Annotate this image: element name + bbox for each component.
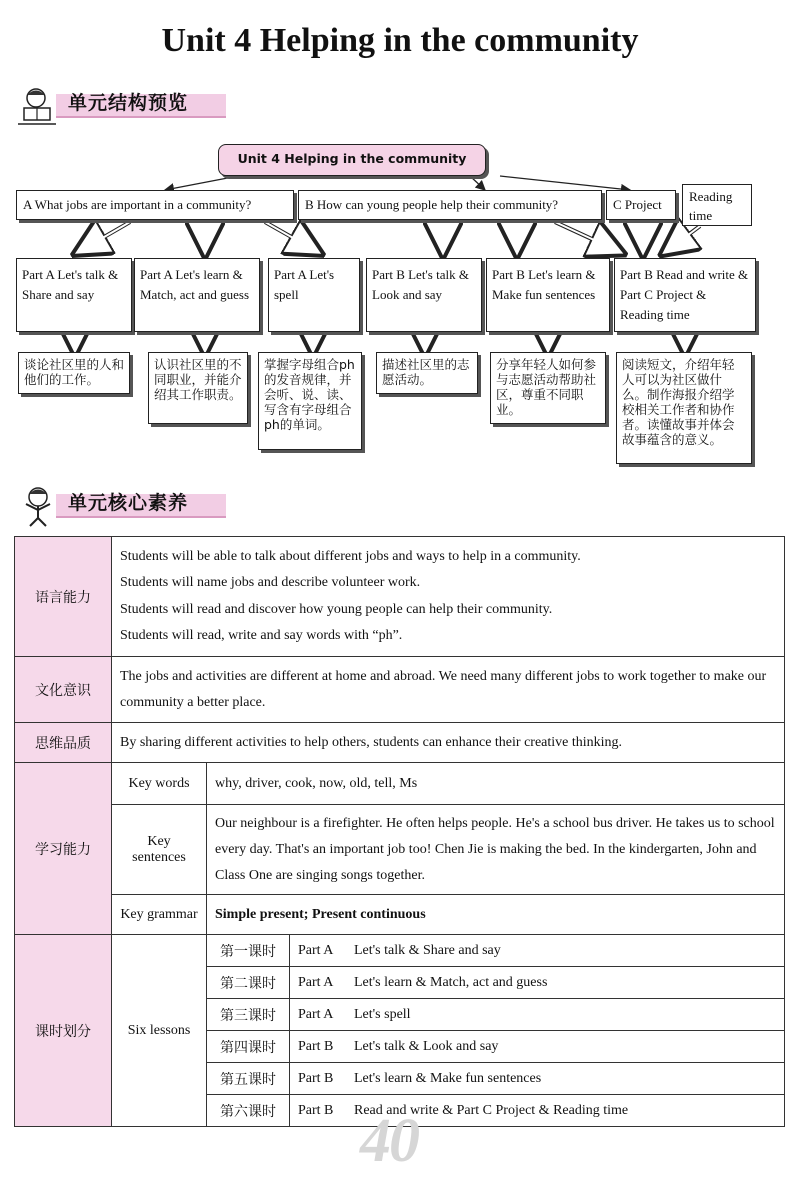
goal-box: 掌握字母组合ph的发音规律，并会听、说、读、写含有字母组合ph的单词。 xyxy=(258,352,362,450)
page-title: Unit 4 Helping in the community xyxy=(161,22,639,59)
category-thinking: 思维品质 xyxy=(15,723,112,763)
table-row xyxy=(15,935,785,967)
part-box: Part A Let's talk & Share and say xyxy=(16,258,132,332)
part-box: Part A Let's spell xyxy=(268,258,360,332)
lesson-name: 第一课时 xyxy=(207,935,290,967)
goal-box: 描述社区里的志愿活动。 xyxy=(376,352,478,394)
student-cheering-icon xyxy=(16,484,60,528)
section-heading-core xyxy=(16,484,216,528)
key-grammar-label: Key grammar xyxy=(112,895,207,935)
table-row xyxy=(15,657,785,723)
section-heading-label: 单元结构预览 xyxy=(68,92,189,114)
category-culture: 文化意识 xyxy=(15,657,112,723)
lesson-name: 第三课时 xyxy=(207,999,290,1031)
lesson-name: 第五课时 xyxy=(207,1063,290,1095)
language-description: Students will be able to talk about different jobs and ways to help in a community. Students will name jobs and describe volunteer work. Students will read and discover how young people can help their community. Students will read, write and say words with “ph”. xyxy=(112,537,785,657)
part-box: Part B Let's talk & Look and say xyxy=(366,258,482,332)
category-learning: 学习能力 xyxy=(15,763,112,935)
lesson-name: 第六课时 xyxy=(207,1095,290,1127)
lesson-name: 第四课时 xyxy=(207,1031,290,1063)
table-row xyxy=(15,805,785,895)
key-sentences: Our neighbour is a firefighter. He often helps people. He's a school bus driver. He takes us to school every day. That's an important job too! Chen Jie is making the bed. In the kindergarten, John and Class One are singing songs together. xyxy=(207,805,785,895)
lesson-content: Part A Let's learn & Match, act and guess xyxy=(290,967,785,999)
goal-box: 认识社区里的不同职业，并能介绍其工作职责。 xyxy=(148,352,248,424)
reading-time-box: Reading time xyxy=(682,184,752,226)
page-number: 40 xyxy=(360,1107,418,1175)
branch-b-box: B How can young people help their community? xyxy=(298,190,602,220)
culture-description: The jobs and activities are different at home and abroad. We need many different jobs to work together to make our community a better place. xyxy=(112,657,785,723)
key-sentences-label: Key sentences xyxy=(112,805,207,895)
lesson-content: Part A Let's talk & Share and say xyxy=(290,935,785,967)
lesson-content: Part B Read and write & Part C Project & Reading time xyxy=(290,1095,785,1127)
branch-a-box: A What jobs are important in a community? xyxy=(16,190,294,220)
key-grammar: Simple present; Present continuous xyxy=(207,895,785,935)
core-competencies-table xyxy=(14,536,785,1127)
table-row xyxy=(15,537,785,657)
lesson-content: Part A Let's spell xyxy=(290,999,785,1031)
table-row xyxy=(15,895,785,935)
part-box: Part B Read and write & Part C Project & Reading time xyxy=(614,258,756,332)
branch-c-box: C Project xyxy=(606,190,676,220)
lesson-content: Part B Let's learn & Make fun sentences xyxy=(290,1063,785,1095)
six-lessons: Six lessons xyxy=(112,935,207,1127)
thinking-description: By sharing different activities to help others, students can enhance their creative thinking. xyxy=(112,723,785,763)
table-row xyxy=(15,763,785,805)
goal-box: 分享年轻人如何参与志愿活动帮助社区，尊重不同职业。 xyxy=(490,352,606,424)
goal-box: 阅读短文，介绍年轻人可以为社区做什么。制作海报介绍学校相关工作者和协作者。读懂故事并体会故事蕴含的意义。 xyxy=(616,352,752,464)
unit-box: Unit 4 Helping in the community xyxy=(218,144,486,176)
part-box: Part B Let's learn & Make fun sentences xyxy=(486,258,610,332)
section-heading-label: 单元核心素养 xyxy=(68,492,189,514)
part-box: Part A Let's learn & Match, act and guess xyxy=(134,258,260,332)
lesson-name: 第二课时 xyxy=(207,967,290,999)
category-schedule: 课时划分 xyxy=(15,935,112,1127)
key-words: why, driver, cook, now, old, tell, Ms xyxy=(207,763,785,805)
category-language: 语言能力 xyxy=(15,537,112,657)
goal-box: 谈论社区里的人和他们的工作。 xyxy=(18,352,130,394)
key-words-label: Key words xyxy=(112,763,207,805)
lesson-content: Part B Let's talk & Look and say xyxy=(290,1031,785,1063)
table-row xyxy=(15,723,785,763)
